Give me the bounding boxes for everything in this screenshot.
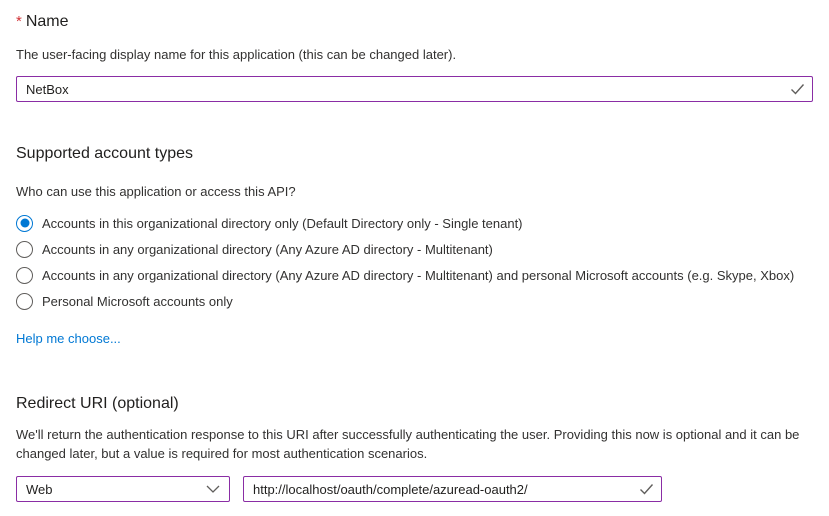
- radio-option-label: Accounts in this organizational directory only (Default Directory only - Single tenant): [42, 215, 523, 231]
- redirect-uri-input-wrap: [243, 476, 662, 502]
- redirect-uri-controls: [16, 476, 813, 502]
- radio-button-icon[interactable]: [16, 215, 33, 232]
- radio-option-multitenant[interactable]: [16, 236, 813, 262]
- platform-select[interactable]: [16, 476, 230, 502]
- radio-button-icon[interactable]: [16, 241, 33, 258]
- account-types-title: Supported account types: [16, 145, 194, 162]
- help-me-choose-link[interactable]: Help me choose...: [16, 331, 121, 346]
- radio-option-multitenant-personal[interactable]: [16, 262, 813, 288]
- radio-option-personal-only[interactable]: [16, 288, 813, 314]
- chevron-down-icon: [206, 485, 220, 494]
- platform-select-value: Web: [26, 481, 53, 497]
- account-types-question: Who can use this application or access this API?: [16, 184, 296, 199]
- radio-button-icon[interactable]: [16, 267, 33, 284]
- radio-option-single-tenant[interactable]: [16, 210, 813, 236]
- radio-button-icon[interactable]: [16, 293, 33, 310]
- redirect-uri-description: We'll return the authentication response to this URI after successfully authenticating the user. Providing this now is optional and it can be changed later, but a value is required for most authentication scenarios.: [16, 427, 800, 461]
- name-section-title: [16, 12, 813, 32]
- name-description: The user-facing display name for this application (this can be changed later).: [16, 47, 457, 62]
- radio-option-label: Accounts in any organizational directory (Any Azure AD directory - Multitenant) and personal Microsoft accounts (e.g. Skype, Xbox): [42, 267, 795, 283]
- redirect-uri-title: Redirect URI (optional): [16, 395, 179, 412]
- required-asterisk: *: [16, 13, 22, 30]
- radio-option-label: Personal Microsoft accounts only: [42, 293, 233, 309]
- account-types-radio-group: [16, 210, 813, 314]
- name-title-text: Name: [25, 13, 69, 30]
- name-input-wrap: [16, 76, 813, 102]
- radio-option-label: Accounts in any organizational directory (Any Azure AD directory - Multitenant): [42, 241, 493, 257]
- redirect-uri-input[interactable]: [243, 476, 662, 502]
- name-input[interactable]: [16, 76, 813, 102]
